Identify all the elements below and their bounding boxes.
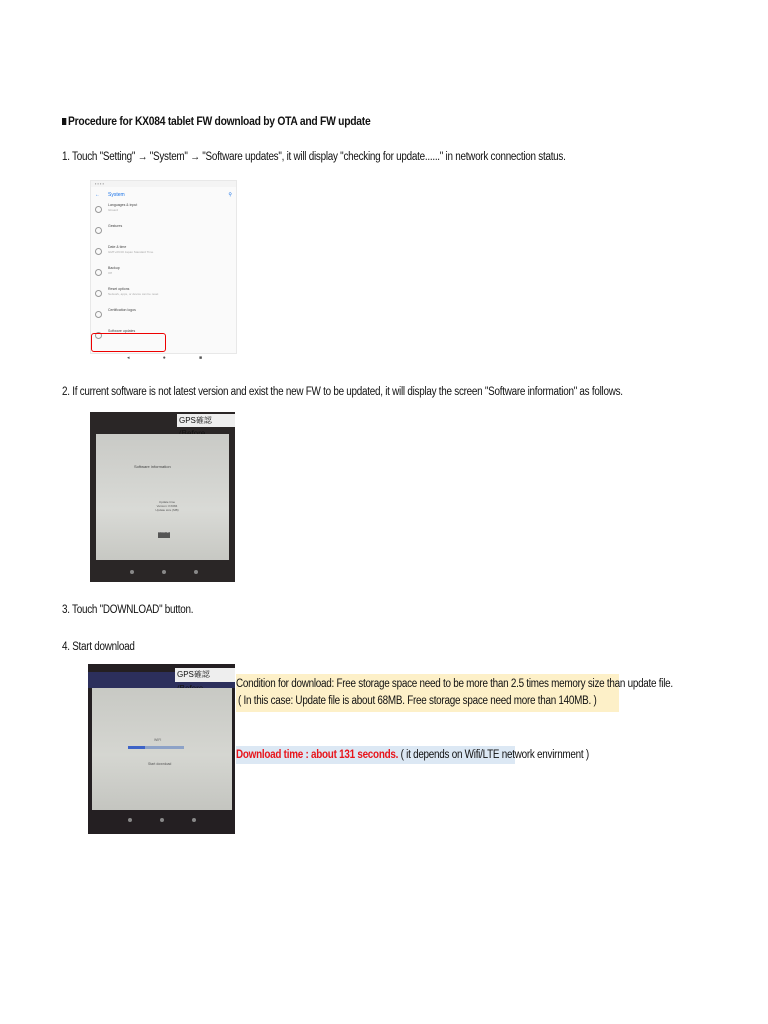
software-information-photo	[90, 412, 235, 582]
gps-label: GPS確認	[175, 668, 235, 682]
gps-label: GPS確認	[177, 414, 235, 427]
settings-row: Certification logos	[91, 308, 236, 329]
globe-icon	[95, 206, 102, 213]
progress-fill	[128, 746, 145, 749]
back-arrow-icon: ←	[95, 192, 100, 198]
search-icon: ⚲	[228, 192, 232, 198]
app-bar	[91, 187, 236, 203]
nav-dot	[162, 570, 166, 574]
wifi-label: WIFI	[154, 738, 162, 742]
app-bar-title: System	[108, 192, 125, 198]
settings-row-software-updates: Software updates	[91, 329, 236, 350]
step-1-text: 1. Touch "Setting" → "System" → "Software updates", it will display "checking for update......" in network connection status.	[62, 151, 566, 163]
settings-row: Date & time GMT+09:00 Japan Standard Time	[91, 245, 236, 266]
screen-body: Update time Version: KX084 Update size (MB)	[155, 500, 179, 512]
backup-icon	[95, 269, 102, 276]
clock-icon	[95, 248, 102, 255]
settings-row: Backup Off	[91, 266, 236, 287]
gesture-icon	[95, 227, 102, 234]
download-depends: ( it depends on Wifi/LTE network envirnment	[398, 749, 584, 761]
start-download-label: Start download	[148, 762, 172, 766]
download-progress-photo	[88, 664, 235, 834]
software-updates-highlight	[91, 333, 166, 352]
page-title: Procedure for KX084 tablet FW download by OTA and FW update	[62, 114, 370, 128]
home-nav-icon: ●	[162, 355, 166, 361]
download-progress-bar	[128, 746, 184, 749]
nav-dot	[160, 818, 164, 822]
square-bullet-icon	[62, 118, 66, 125]
settings-row: Languages & input Gboard	[91, 203, 236, 224]
tablet-screen	[92, 688, 232, 810]
back-nav-icon: ◂	[127, 355, 130, 361]
step-3-text: 3. Touch "DOWNLOAD" button.	[62, 604, 194, 616]
tablet-screen	[96, 434, 229, 560]
step-4-text: 4. Start download	[62, 641, 135, 653]
condition-line-1: Condition for download: Free storage space need to be more than 2.5 times memory size than update file.	[236, 678, 673, 690]
nav-dot	[192, 818, 196, 822]
settings-screenshot	[90, 180, 237, 361]
download-button: DOWNLOAD	[158, 532, 170, 538]
logo-icon	[95, 311, 102, 318]
settings-row: Gestures	[91, 224, 236, 245]
step-2-text: 2. If current software is not latest version and exist the new FW to be updated, it will display the screen "Software information" as follows.	[62, 386, 623, 398]
screen-title: Software information	[134, 464, 171, 469]
nav-dot	[194, 570, 198, 574]
nav-bar	[127, 355, 202, 361]
download-close: )	[583, 749, 589, 761]
download-time-note	[236, 749, 589, 761]
settings-row: Reset options Network, apps, or device can be reset	[91, 287, 236, 308]
condition-line-2: ( In this case: Update file is about 68MB. Free storage space need more than 140MB. )	[238, 695, 597, 707]
recents-nav-icon: ■	[198, 355, 202, 361]
status-bar: ▪ ▪ ▪ ▪	[91, 181, 236, 187]
reset-icon	[95, 290, 102, 297]
nav-dot	[128, 818, 132, 822]
download-time: Download time : about 131 seconds.	[236, 749, 399, 761]
nav-dot	[130, 570, 134, 574]
